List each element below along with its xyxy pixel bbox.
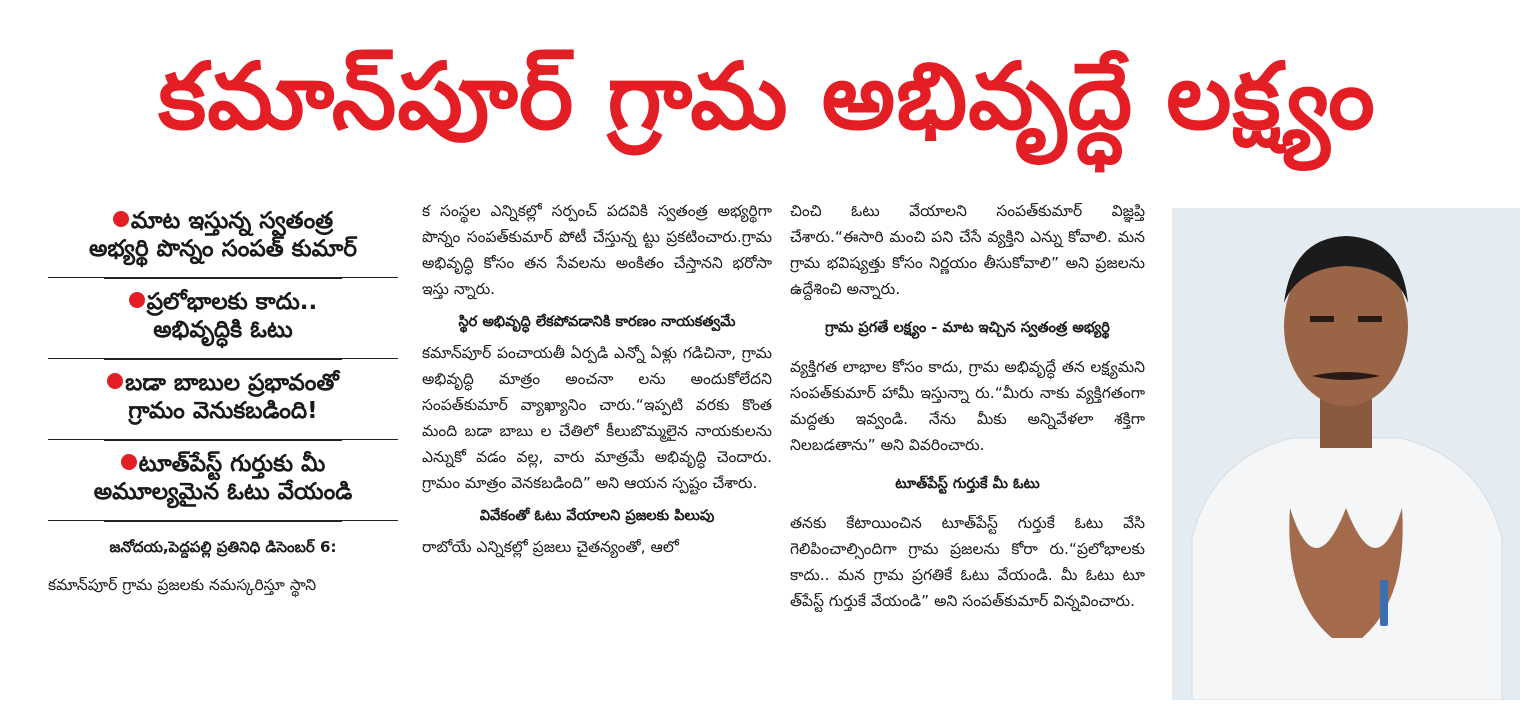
- highlight-text: మాట ఇస్తున్న స్వతంత్ర: [130, 208, 334, 234]
- highlight-text: అమూల్యమైన ఓటు వేయండి: [48, 478, 398, 521]
- subheading: వివేకంతో ఓటు వేయాలని ప్రజలకు పిలుపు: [479, 508, 715, 524]
- bullet-icon: [107, 373, 123, 389]
- dateline: జనోదయ,పెద్దపల్లి ప్రతినిధి డిసెంబర్ 6:: [109, 538, 337, 556]
- highlight-2: [48, 279, 398, 359]
- highlight-4: [48, 441, 398, 521]
- article-paragraph: కమాన్‌పూర్ పంచాయతీ ఏర్పడి ఎన్నో ఏళ్లు గడిచినా, గ్రామ అభివృద్ధి మాత్రం అంచనా లను అందుకోలేదని సంపత్‌కుమార్ వ్యాఖ్యానిం చారు.“ఇప్పటి వరకు కొంత మంది బడా బాబు ల చేతిలో కీలుబొమ్మలైన నాయకులను ఎన్నుకో వడం వల్ల, వారు మాత్రమే అభివృద్ధి చెందారు. గ్రామం మాత్రం వెనకబడింది” అని ఆయన స్పష్టం చేశారు.: [422, 344, 772, 492]
- article-column-3: [790, 198, 1145, 614]
- highlight-text: బడా బాబుల ప్రభావంతో: [125, 370, 339, 396]
- bullet-icon: [113, 211, 129, 227]
- article-paragraph: క సంస్థల ఎన్నికల్లో సర్పంచ్ పదవికి స్వతంత్ర అభ్యర్థిగా పొన్నం సంపత్‌కుమార్ పోటీ చేస్తున్న ట్టు ప్రకటించారు.గ్రామ అభివృద్ధి కోసం తన సేవలను అంకితం చేస్తానని భరోసా ఇస్తు న్నారు.: [422, 202, 772, 298]
- article-column-2: [422, 198, 772, 560]
- article-paragraph: రాబోయే ఎన్నికల్లో ప్రజలు చైతన్యంతో, ఆలో: [422, 538, 679, 556]
- highlights-column: [48, 198, 398, 598]
- subheading: గ్రామ ప్రగతే లక్ష్యం - మాట ఇచ్చిన స్వతంత్ర అభ్యర్థి: [825, 320, 1110, 336]
- candidate-photo: [1172, 208, 1520, 700]
- headline: కమాన్‌పూర్ గ్రామ అభివృద్ధే లక్ష్యం: [158, 43, 1376, 150]
- highlight-text: టూత్‌పేస్ట్ గుర్తుకు మీ: [138, 451, 326, 477]
- highlight-text: గ్రామం వెనుకబడింది!: [48, 397, 398, 440]
- divider: [104, 521, 342, 522]
- highlight-1: [48, 198, 398, 278]
- article-paragraph: తనకు కేటాయించిన టూత్‌పేస్ట్ గుర్తుకే ఓటు వేసి గెలిపించాల్సిందిగా గ్రామ ప్రజలను కోరా రు.“ప్రలోభాలకు కాదు.. మన గ్రామ ప్రగతికే ఓటు వేయండి. మీ ఓటు టూ త్‌పేస్ట్ గుర్తుకే వేయండి” అని సంపత్‌కుమార్ విన్నవించారు.: [790, 514, 1145, 610]
- article-paragraph: చించి ఓటు వేయాలని సంపత్‌కుమార్ విజ్ఞప్తి చేశారు.“ఈసారి మంచి పని చేసే వ్యక్తిని ఎన్ను కోవాలి. మన గ్రామ భవిష్యత్తు కోసం నిర్ణయం తీసుకోవాలి” అని ప్రజలను ఉద్దేశించి అన్నారు.: [790, 202, 1145, 298]
- subheading: స్థిర అభివృద్ధి లేకపోవడానికి కారణం నాయకత్వమే: [458, 314, 736, 330]
- subheading: టూత్‌పేస్ట్ గుర్తుకే మీ ఓటు: [895, 476, 1040, 492]
- bullet-icon: [129, 292, 145, 308]
- article-text: కమాన్‌పూర్ గ్రామ ప్రజలకు నమస్కరిస్తూ స్థాని: [48, 576, 317, 594]
- highlight-3: [48, 360, 398, 440]
- highlight-text: అభ్యర్థి పొన్నం సంపత్ కుమార్: [48, 235, 398, 278]
- highlight-text: అభివృద్ధికి ఓటు: [48, 316, 398, 359]
- bullet-icon: [121, 454, 137, 470]
- highlight-text: ప్రలోభాలకు కాదు..: [146, 289, 318, 315]
- article-paragraph: వ్యక్తిగత లాభాల కోసం కాదు, గ్రామ అభివృద్ధే తన లక్ష్యమని సంపత్‌కుమార్ హామీ ఇస్తున్నా రు.“మీరు నాకు వ్యక్తిగతంగా మద్దతు ఇవ్వండి. నేను మీకు అన్నివేళలా శక్తిగా నిలబడతాను” అని వివరించారు.: [790, 358, 1145, 454]
